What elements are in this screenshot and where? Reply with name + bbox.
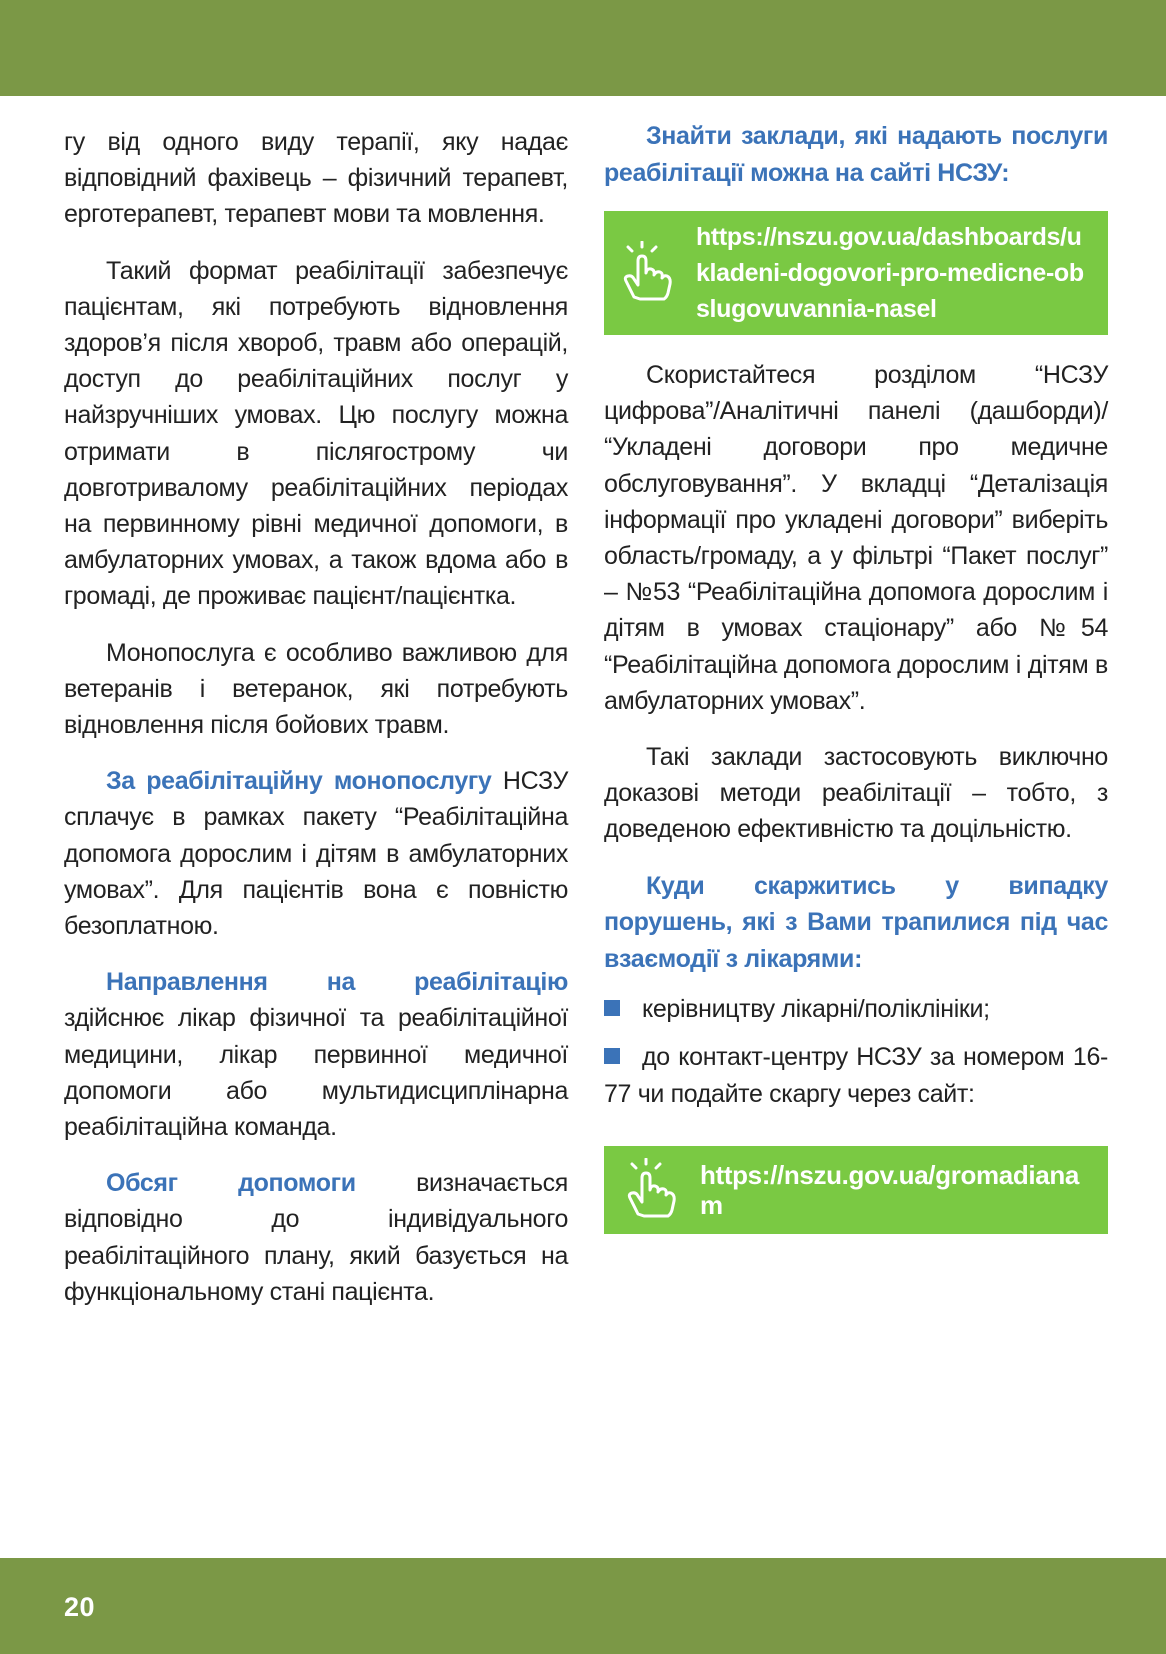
- highlight-monoservice: За реабілітаційну монопослугу: [106, 767, 492, 796]
- highlight-referral: Направлення на реабілітацію: [106, 968, 568, 997]
- scope-text: визначається відповідно до індивідуального реабілітаційного плану, який базується на функціональному стані пацієнта.: [64, 1169, 568, 1306]
- paragraph-payment: [64, 763, 568, 944]
- bullet-item-contact-center: [604, 1039, 1108, 1111]
- link-dashboards[interactable]: https://nszu.gov.ua/dashboards/ukladeni-dogovori-pro-medicne-obslugovuvannia-nasel: [696, 223, 1084, 323]
- bottom-footer-band: [0, 1558, 1166, 1654]
- link-box-dashboards[interactable]: [604, 211, 1108, 335]
- heading-complaints: Куди скаржитись у випадку порушень, які з Вами трапилися під час взаємодії з лікарями:: [604, 871, 1108, 973]
- link-gromadianam[interactable]: https://nszu.gov.ua/gromadianam: [700, 1159, 1080, 1220]
- highlight-scope: Обсяг допомоги: [106, 1169, 356, 1198]
- pointing-hand-icon: [620, 241, 684, 305]
- bullet-square-icon: [604, 1048, 620, 1064]
- top-header-band: [0, 0, 1166, 96]
- pointing-hand-icon: [624, 1158, 688, 1222]
- payment-text: НСЗУ сплачує в рамках пакету “Реабілітаційна допомога дорослим і дітям в амбулаторних умовах”. Для пацієнтів вона є повністю безоплатною.: [64, 767, 568, 941]
- paragraph-scope: [64, 1165, 568, 1310]
- paragraph-referral: [64, 964, 568, 1145]
- paragraph-instructions: Скористайтеся розділом “НСЗУ цифрова”/Аналітичні панелі (дашборди)/ “Укладені договори про медичне обслуговування”. У вкладці “Деталізація інформації про укладені договори” виберіть область/громаду, а у фільтрі “Пакет послуг” – №53 “Реабілітаційна допомога дорослим і дітям в умовах стаціонару” або №54 “Реабілітаційна допомога дорослим і дітям в амбулаторних умовах”.: [604, 361, 1108, 715]
- left-column: [64, 124, 568, 1310]
- bullet-item-management: [604, 991, 1108, 1027]
- paragraph-evidence: Такі заклади застосовують виключно доказові методи реабілітації – тобто, з доведеною ефективністю та доцільністю.: [604, 743, 1108, 844]
- right-column: [604, 118, 1108, 1234]
- paragraph-veterans: Монопослуга є особливо важливою для ветеранів і ветеранок, які потребують відновлення після бойових травм.: [64, 638, 568, 740]
- bullet-text: керівництву лікарні/поліклініки;: [642, 995, 990, 1024]
- referral-text: здійснює лікар фізичної та реабілітаційної медицини, лікар первинної медичної допомоги або мультидисциплінарна реабілітаційна команда.: [64, 1004, 568, 1142]
- bullet-text: до контакт-центру НСЗУ за номером 16-77 чи подайте скаргу через сайт:: [604, 1043, 1108, 1108]
- link-box-gromadianam[interactable]: [604, 1146, 1108, 1234]
- heading-find-facilities: Знайти заклади, які надають послуги реабілітації можна на сайті НСЗУ:: [604, 122, 1108, 187]
- paragraph-continued: гу від одного виду терапії, яку надає відповідний фахівець – фізичний терапевт, ерготерапевт, терапевт мови та мовлення.: [64, 128, 568, 229]
- paragraph-format: Такий формат реабілітації забезпечує пацієнтам, які потребують відновлення здоров’я після хвороб, травм або операцій, доступ до реабілітаційних послуг у найзручніших умовах. Цю послугу можна отримати в післягострому чи довготривалому реабілітаційних періодах на первинному рівні медичної допомоги, в амбулаторних умовах, а також вдома або в громаді, де проживає пацієнт/пацієнтка.: [64, 256, 568, 611]
- bullet-square-icon: [604, 1000, 620, 1016]
- page-number: 20: [64, 1592, 96, 1622]
